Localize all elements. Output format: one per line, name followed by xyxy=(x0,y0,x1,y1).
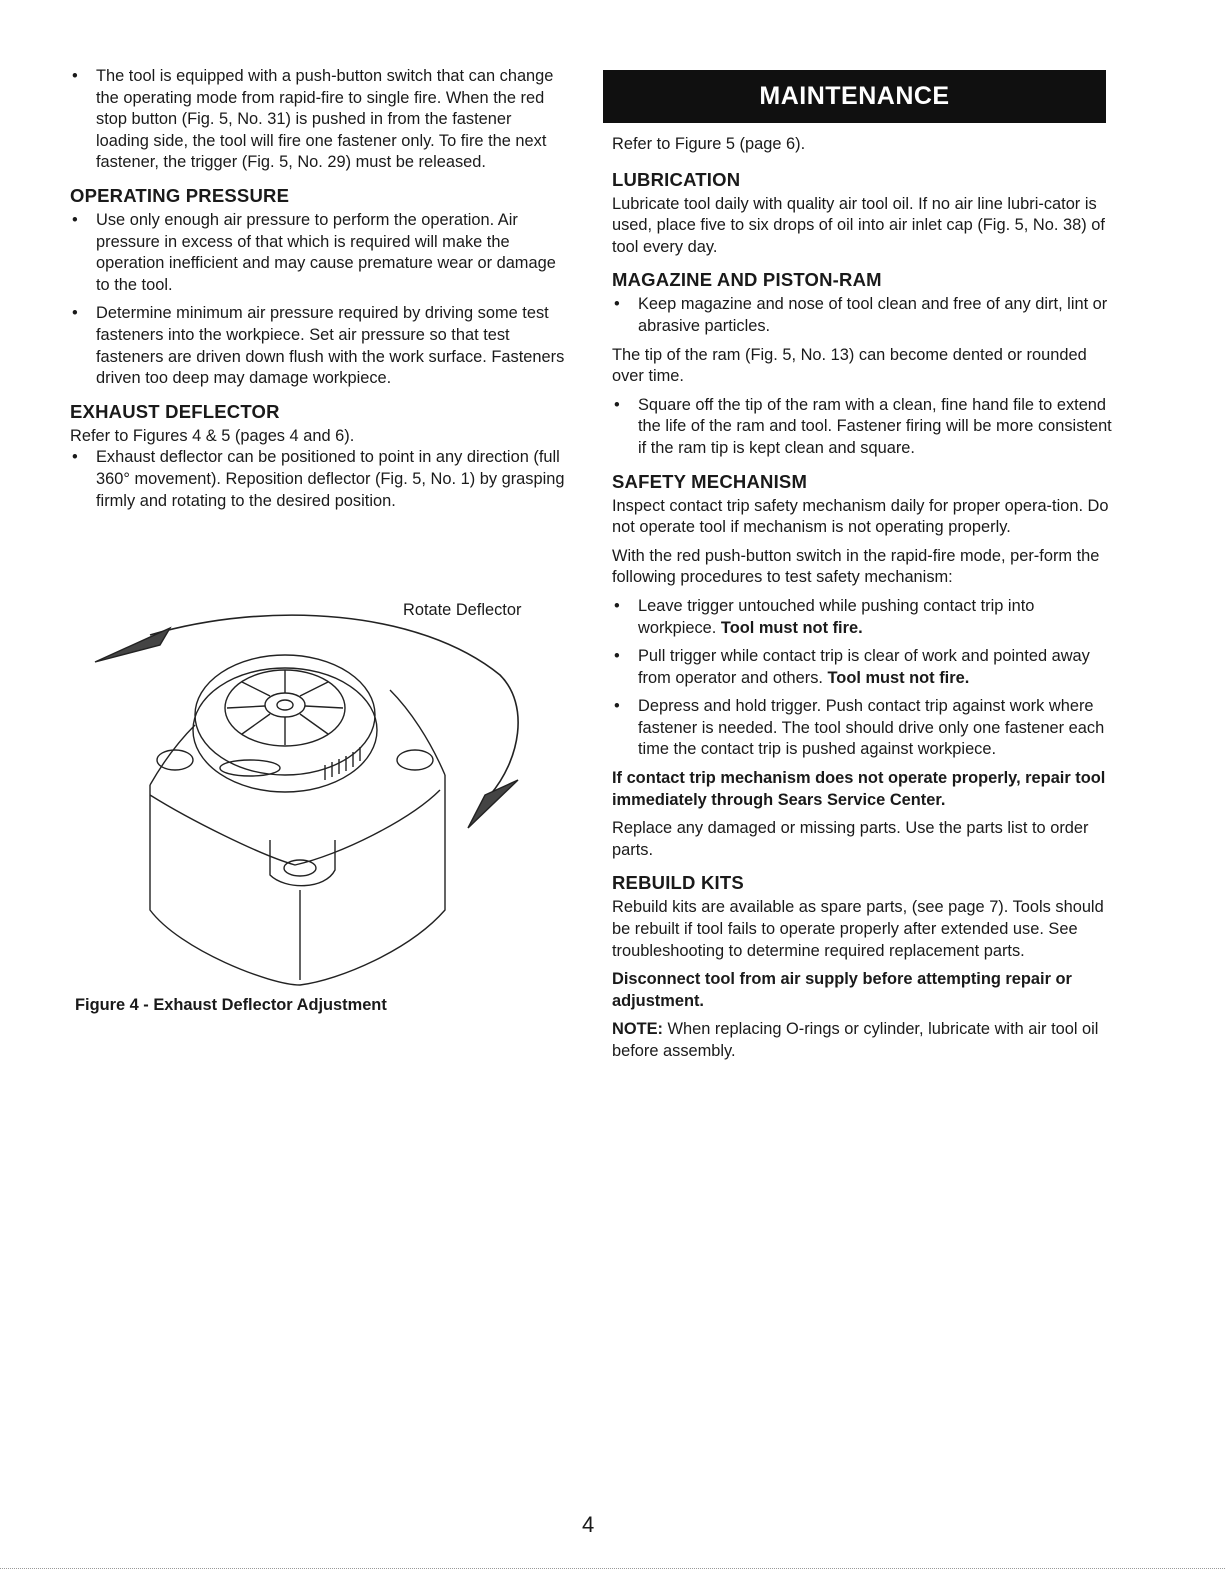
exhaust-deflector-heading: EXHAUST DEFLECTOR xyxy=(70,400,280,422)
bullet-bold-text: Tool must not fire. xyxy=(827,668,970,687)
bullet-text: Square off the tip of the ram with a clean, fine hand file to extend the life of the ram and tool. Fastener firing will be more consistent if the ram tip is kept clean and square. xyxy=(638,395,1112,457)
safety-warning: If contact trip mechanism does not operate properly, repair tool immediately through Sears Service Center. xyxy=(612,769,1106,809)
bullet-text: Leave trigger untouched while pushing contact trip into workpiece. xyxy=(638,596,1035,637)
bullet-text: Pull trigger while contact trip is clear of work and pointed away from operator and others. xyxy=(638,647,1090,687)
bullet-text: Use only enough air pressure to perform the operation. Air pressure in excess of that which is required will make the operation inefficient and may cause premature wear or damage to the tool. xyxy=(96,210,556,294)
magazine-heading: MAGAZINE AND PISTON-RAM xyxy=(612,269,882,291)
safety-bullet-2 xyxy=(612,646,1112,689)
left-column xyxy=(70,66,565,512)
bullet-text: Determine minimum air pressure required by driving some test fasteners into the workpiece. Set air pressure so that test fasteners are driven down flush with the work surface. Fasteners driven too deep may damage workpiece. xyxy=(96,304,565,388)
note-text xyxy=(612,1019,1112,1062)
bullet-text: Depress and hold trigger. Push contact trip against work where fastener is needed. The tool should drive only one fastener each time the contact trip is pushed against workpiece. xyxy=(638,697,1105,759)
exhaust-deflector-bullet xyxy=(70,447,565,512)
footer-divider xyxy=(0,1568,1225,1569)
magazine-bullet-1 xyxy=(612,294,1112,337)
lubrication-text: Lubricate tool daily with quality air tool oil. If no air line lubri-cator is used, place five to six drops of oil into air inlet cap (Fig. 5, No. 38) of tool every day. xyxy=(612,194,1105,256)
ram-tip-text: The tip of the ram (Fig. 5, No. 13) can become dented or rounded over time. xyxy=(612,345,1087,386)
note-body: When replacing O-rings or cylinder, lubricate with air tool oil before assembly. xyxy=(612,1020,1099,1060)
bullet-text: The tool is equipped with a push-button switch that can change the operating mode from rapid-fire to single fire. When the red stop button (Fig. 5, No. 31) is pushed in from the fastener loading side, the tool will fire one fastener only. To fire the next fastener, the trigger (Fig. 5, No. 29) must be released. xyxy=(96,67,554,172)
lubrication-heading: LUBRICATION xyxy=(612,168,741,190)
rebuild-kits-heading: REBUILD KITS xyxy=(612,872,744,894)
right-column xyxy=(612,134,1112,1063)
safety-heading: SAFETY MECHANISM xyxy=(612,470,808,492)
operating-pressure-bullet-2 xyxy=(70,303,565,389)
figure-caption: Figure 4 - Exhaust Deflector Adjustment xyxy=(75,996,387,1014)
exhaust-deflector-intro: Refer to Figures 4 & 5 (pages 4 and 6). xyxy=(70,426,355,445)
page-number: 4 xyxy=(582,1512,595,1537)
operating-pressure-heading: OPERATING PRESSURE xyxy=(70,184,290,206)
bullet-dot: • xyxy=(72,67,78,85)
figure-label-rotate-deflector: Rotate Deflector xyxy=(403,601,522,619)
bullet-dot: • xyxy=(72,210,78,229)
rebuild-kits-text: Rebuild kits are available as spare parts, (see page 7). Tools should be rebuilt if tool fails to operate properly after extended use. See troubleshooting to determine required replacement parts. xyxy=(612,898,1104,960)
bullet-dot: • xyxy=(614,596,620,615)
disconnect-warning: Disconnect tool from air supply before attempting repair or adjustment. xyxy=(612,970,1072,1010)
switch-mode-bullet xyxy=(70,66,565,174)
bullet-text: Keep magazine and nose of tool clean and free of any dirt, lint or abrasive particles. xyxy=(638,295,1108,335)
maintenance-banner: MAINTENANCE xyxy=(603,70,1106,123)
exhaust-deflector-illustration xyxy=(90,590,530,990)
replace-parts-text: Replace any damaged or missing parts. Use the parts list to order parts. xyxy=(612,819,1089,859)
safety-text-2: With the red push-button switch in the rapid-fire mode, per-form the following procedures to test safety mechanism: xyxy=(612,546,1100,587)
bullet-bold-text: Tool must not fire. xyxy=(720,618,863,637)
magazine-bullet-2 xyxy=(612,395,1112,460)
safety-text-1: Inspect contact trip safety mechanism daily for proper opera-tion. Do not operate tool if mechanism is not operating properly. xyxy=(612,496,1109,537)
bullet-dot: • xyxy=(72,448,78,467)
bullet-dot: • xyxy=(614,647,620,666)
bullet-dot: • xyxy=(614,697,620,716)
bullet-text: Exhaust deflector can be positioned to point in any direction (full 360° movement). Reposition deflector (Fig. 5, No. 1) by grasping firmly and rotating to the desired position. xyxy=(96,448,565,510)
note-label: NOTE: xyxy=(612,1020,663,1039)
bullet-dot: • xyxy=(614,395,620,414)
bullet-dot: • xyxy=(614,295,620,314)
safety-bullet-3 xyxy=(612,696,1112,761)
bullet-dot: • xyxy=(72,304,78,323)
operating-pressure-bullet-1 xyxy=(70,210,565,296)
refer-figure-text: Refer to Figure 5 (page 6). xyxy=(612,135,806,153)
safety-bullet-1 xyxy=(612,596,1112,639)
